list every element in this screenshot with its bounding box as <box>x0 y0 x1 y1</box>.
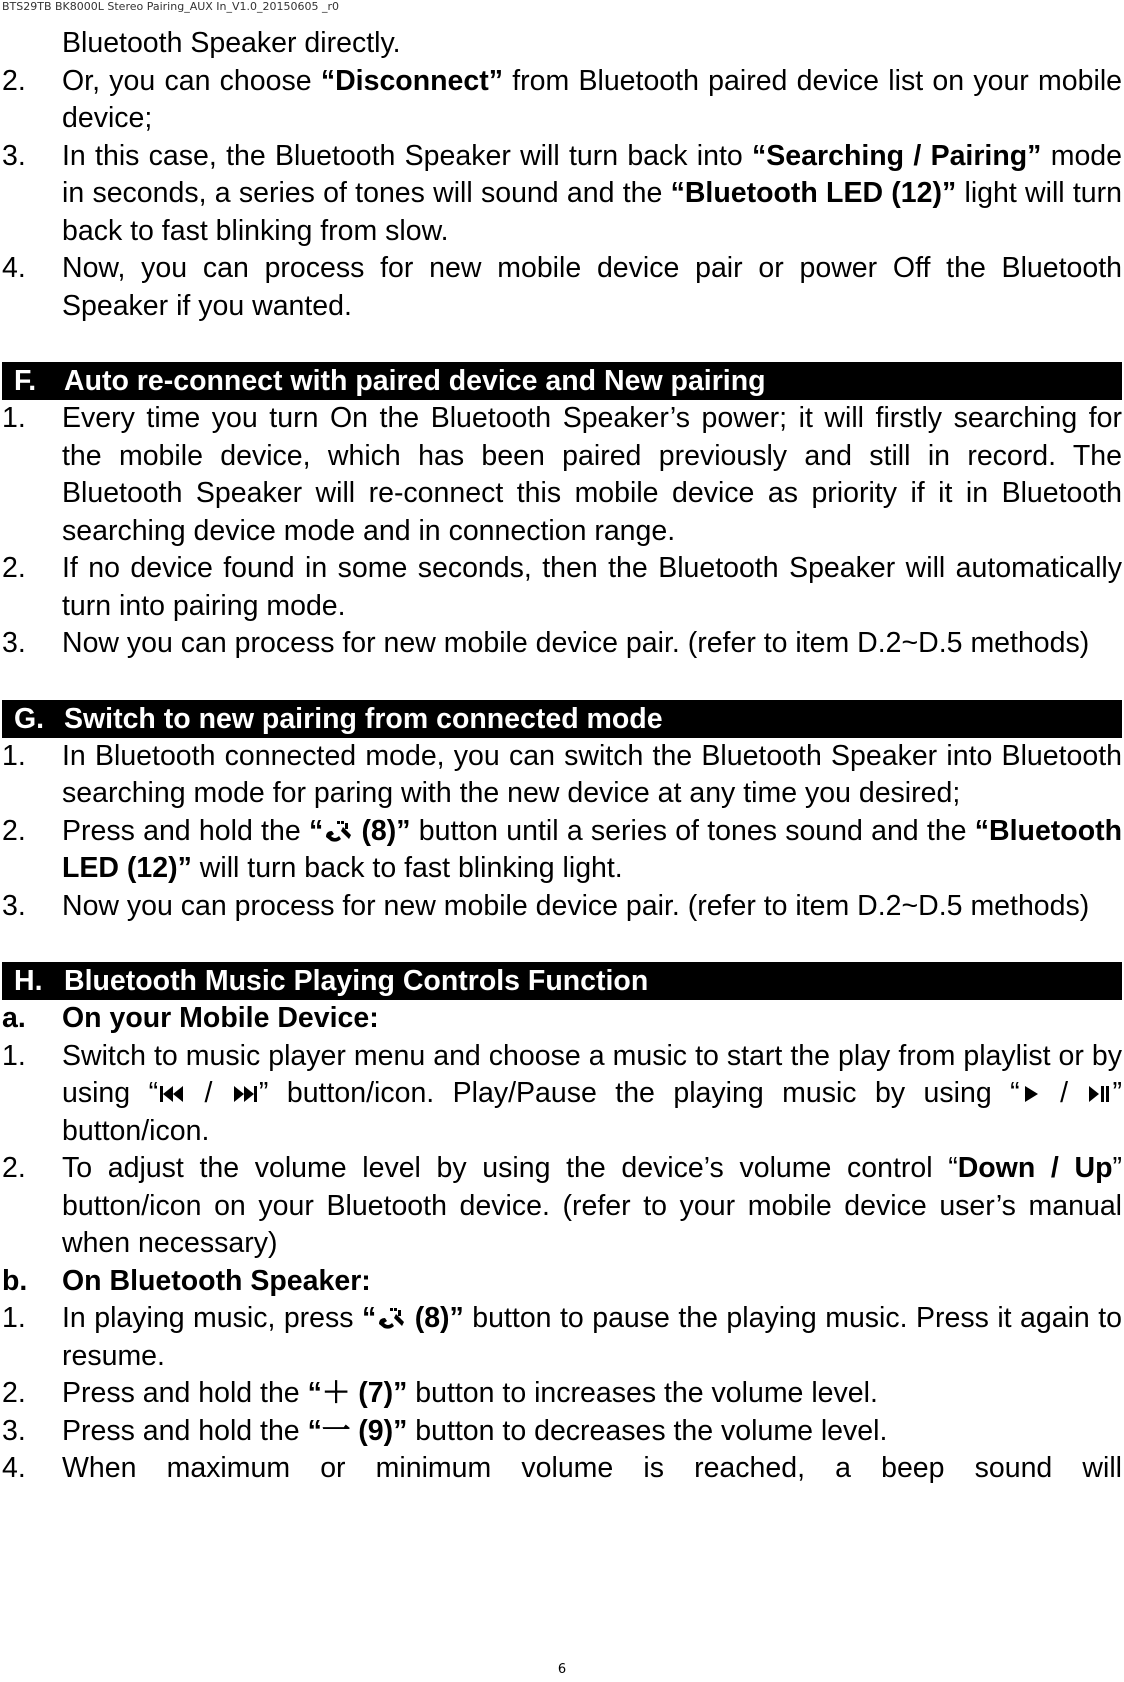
item-number: 3. <box>2 1414 26 1447</box>
list-item <box>2 1413 1122 1451</box>
item-number: 2. <box>2 1377 26 1409</box>
item-number: 3. <box>2 627 26 659</box>
phone-icon <box>376 1304 406 1330</box>
list-item <box>2 1450 1122 1488</box>
item-text: Now you can process for new mobile device pair. (refer to item D.2~D.5 methods) <box>62 889 1090 922</box>
item-number: 1. <box>2 402 26 434</box>
item-text: Press and hold the “一 (9)” button to decreases the volume level. <box>62 1414 888 1447</box>
list-item <box>2 400 1122 550</box>
subsection-title: On Bluetooth Speaker: <box>62 1264 371 1297</box>
item-number: 2. <box>2 552 26 584</box>
item-number: 2. <box>2 1152 26 1184</box>
list-item <box>2 1375 1122 1413</box>
list-item <box>2 625 1122 663</box>
item-number: 3. <box>2 139 26 172</box>
item-letter: a. <box>2 1002 26 1034</box>
item-number: 2. <box>2 64 26 97</box>
item-number: 2. <box>2 814 26 847</box>
item-text: Or, you can choose “Disconnect” from Bluetooth paired device list on your mobile device; <box>62 64 1122 134</box>
play-icon <box>1020 1083 1042 1105</box>
list-item <box>2 738 1122 813</box>
section-header-f <box>2 362 1122 400</box>
list-item <box>2 813 1122 888</box>
item-text: Every time you turn On the Bluetooth Speaker’s power; it will firstly searching for the mobile device, which has been paired previously and still in record. The Bluetooth Speaker will re-connect this mobile device as priority if it in Bluetooth searching device mode and in connection range. <box>62 402 1122 547</box>
item-text: Switch to music player menu and choose a music to start the play from playlist or by using “ / ” button/icon. Play/Pause the playing music by using “ / ” button/icon. <box>62 1039 1122 1147</box>
document-header: BTS29TB BK8000L Stereo Pairing_AUX In_V1.0_20150605 _r0 <box>2 0 340 13</box>
item-text: If no device found in some seconds, then the Bluetooth Speaker will automatically turn into pairing mode. <box>62 552 1122 622</box>
item-text: In playing music, press “ (8)” button to pause the playing music. Press it again to resume. <box>62 1302 1123 1372</box>
subsection-bluetooth-speaker <box>2 1263 1122 1301</box>
item-text: Press and hold the “＋ (7)” button to increases the volume level. <box>62 1377 878 1409</box>
section-letter: F. <box>14 365 37 397</box>
section-title: Switch to new pairing from connected mode <box>64 702 663 735</box>
phone-icon <box>323 817 353 843</box>
section-letter: G. <box>14 702 45 735</box>
item-text: Now you can process for new mobile device pair. (refer to item D.2~D.5 methods) <box>62 627 1090 659</box>
item-text: To adjust the volume level by using the device’s volume control “Down / Up” button/icon on your Bluetooth device. (refer to your mobile device user’s manual when necessary) <box>62 1152 1122 1259</box>
item-letter: b. <box>2 1264 28 1297</box>
list-item <box>2 63 1122 138</box>
page-number: 6 <box>557 1662 567 1677</box>
section-title: Auto re-connect with paired device and New pairing <box>64 365 766 397</box>
continuation-text: Bluetooth Speaker directly. <box>62 27 401 59</box>
item-text: In Bluetooth connected mode, you can switch the Bluetooth Speaker into Bluetooth searching mode for paring with the new device at any time you desired; <box>62 739 1122 809</box>
subsection-mobile-device <box>2 1000 1122 1038</box>
item-number: 1. <box>2 739 26 772</box>
section-header-g <box>2 700 1122 738</box>
list-item <box>2 550 1122 625</box>
item-number: 4. <box>2 1452 26 1484</box>
item-text: When maximum or minimum volume is reached, a beep sound will <box>62 1452 1122 1484</box>
list-item <box>2 138 1122 251</box>
list-item <box>2 1300 1122 1375</box>
manual-content <box>2 25 1122 1488</box>
next-track-icon <box>231 1083 259 1105</box>
previous-track-icon <box>158 1083 186 1105</box>
item-text: Now, you can process for new mobile device pair or power Off the Bluetooth Speaker if you wanted. <box>62 252 1122 322</box>
list-item <box>2 1150 1122 1263</box>
list-item <box>2 888 1122 926</box>
section-letter: H. <box>14 965 43 997</box>
item-number: 4. <box>2 252 26 284</box>
section-title: Bluetooth Music Playing Controls Function <box>64 965 649 997</box>
play-pause-icon <box>1086 1083 1112 1105</box>
item-number: 1. <box>2 1039 26 1072</box>
list-item <box>2 1038 1122 1151</box>
item-number: 3. <box>2 889 26 922</box>
item-number: 1. <box>2 1302 26 1334</box>
list-item <box>2 250 1122 325</box>
section-header-h <box>2 962 1122 1000</box>
item-text: Press and hold the “ (8)” button until a series of tones sound and the “Bluetooth LED (12)” will turn back to fast blinking light. <box>62 814 1123 884</box>
subsection-title: On your Mobile Device: <box>62 1002 379 1034</box>
item-text: In this case, the Bluetooth Speaker will turn back into “Searching / Pairing” mode in seconds, a series of tones will sound and the “Bluetooth LED (12)” light will turn back to fast blinking from slow. <box>62 139 1122 247</box>
